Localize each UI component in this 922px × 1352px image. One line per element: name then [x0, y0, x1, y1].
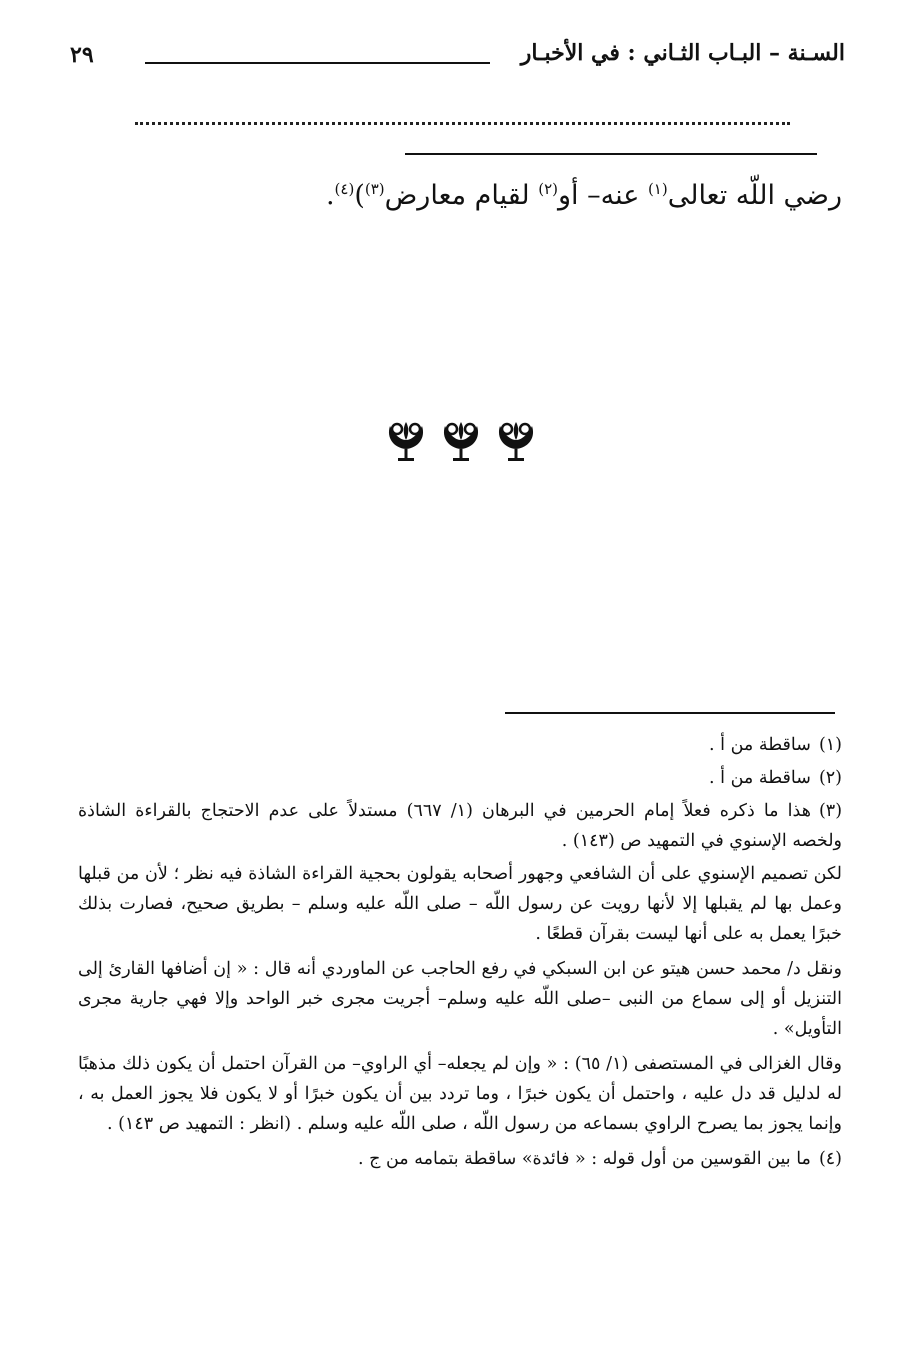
footnote-rule: [505, 712, 835, 714]
footnote-number: (١): [818, 735, 842, 755]
section-end-ornaments: [0, 418, 922, 468]
footnote-text: ساقطة من أ .: [709, 768, 811, 788]
floral-ornament-icon: [384, 418, 428, 464]
body-text-a: رضي اللّه تعالى: [667, 180, 842, 211]
footnote-2: [78, 763, 842, 793]
footnote-text: ساقطة من أ .: [709, 735, 811, 755]
footnote-number: (٤): [818, 1149, 842, 1169]
footnote-3-continuation: وقال الغزالى في المستصفى (١/ ٦٥) : « وإن لم يجعله– أي الراوي– من القرآن احتمل أن يكون ذلك مذهبًا له لدليل قد دل عليه ، واحتمل أن يكون خبرًا ، وما تردد بين أن يكون خبرًا أو لا يكون فلا يجوز العمل به ، وإنما يجوز بما يصرح الراوي بسماعه من رسول اللّه ، صلى اللّه عليه وسلم . (انظر : التمهيد ص ١٤٣) .: [78, 1054, 842, 1134]
footnote-ref-3: (٣): [364, 180, 385, 198]
body-text-d: ): [354, 180, 365, 211]
page-header: [70, 40, 845, 80]
footnote-text: هذا ما ذكره فعلاً إمام الحرمين في البرهان (١/ ٦٦٧) مستدلاً على عدم الاحتجاج بالقراءة الشاذة ولخصه الإسنوي في التمهيد ص (١٤٣) .: [78, 801, 842, 851]
running-title: السـنة – البـاب الثـاني : في الأخبـار: [520, 40, 845, 66]
footnote-number: (٣): [818, 801, 843, 821]
body-text-e: .: [325, 180, 335, 211]
header-rule: [145, 62, 490, 64]
footnote-3-continuation: لكن تصميم الإسنوي على أن الشافعي وجهور أصحابه يقولون بحجية القراءة الشاذة فيه نظر ؛ لأن من قبلها وعمل بها لم يقبلها إلا لأنها رويت عن رسول اللّه – صلى اللّه عليه وسلم – بطريق صحيح، فصارت بذلك خبرًا يعمل به على أنها ليست بقرآن قطعًا .: [78, 864, 842, 944]
footnote-3-continuation: ونقل د/ محمد حسن هيتو عن ابن السبكي في رفع الحاجب عن الماوردي أنه قال : « إن أضافها القارئ إلى التنزيل أو إلى سماع من النبى –صلى اللّه عليه وسلم– أجريت مجرى خبر الواحد وإلا فهي جارية مجرى التأويل» .: [78, 959, 842, 1039]
footnote-4: [78, 1144, 842, 1174]
footnote-1: [78, 730, 842, 760]
body-paragraph: [82, 172, 842, 220]
body-text-c: لقيام معارض: [384, 180, 539, 211]
footnote-text: ما بين القوسين من أول قوله : « فائدة» ساقطة بتمامه من ج .: [358, 1149, 811, 1169]
footnote-ref-1: (١): [647, 180, 668, 198]
floral-ornament-icon: [439, 418, 483, 464]
dotted-separator: [135, 122, 790, 131]
footnote-number: (٢): [818, 768, 842, 788]
footnote-ref-2: (٢): [538, 180, 558, 198]
section-rule: [405, 153, 817, 155]
page-number: ٢٩: [70, 42, 94, 68]
footnotes: [78, 730, 842, 1177]
footnote-ref-4: (٤): [334, 180, 355, 198]
body-text-b: عنه– أو: [557, 180, 648, 211]
floral-ornament-icon: [494, 418, 538, 464]
footnote-3: [78, 796, 842, 856]
